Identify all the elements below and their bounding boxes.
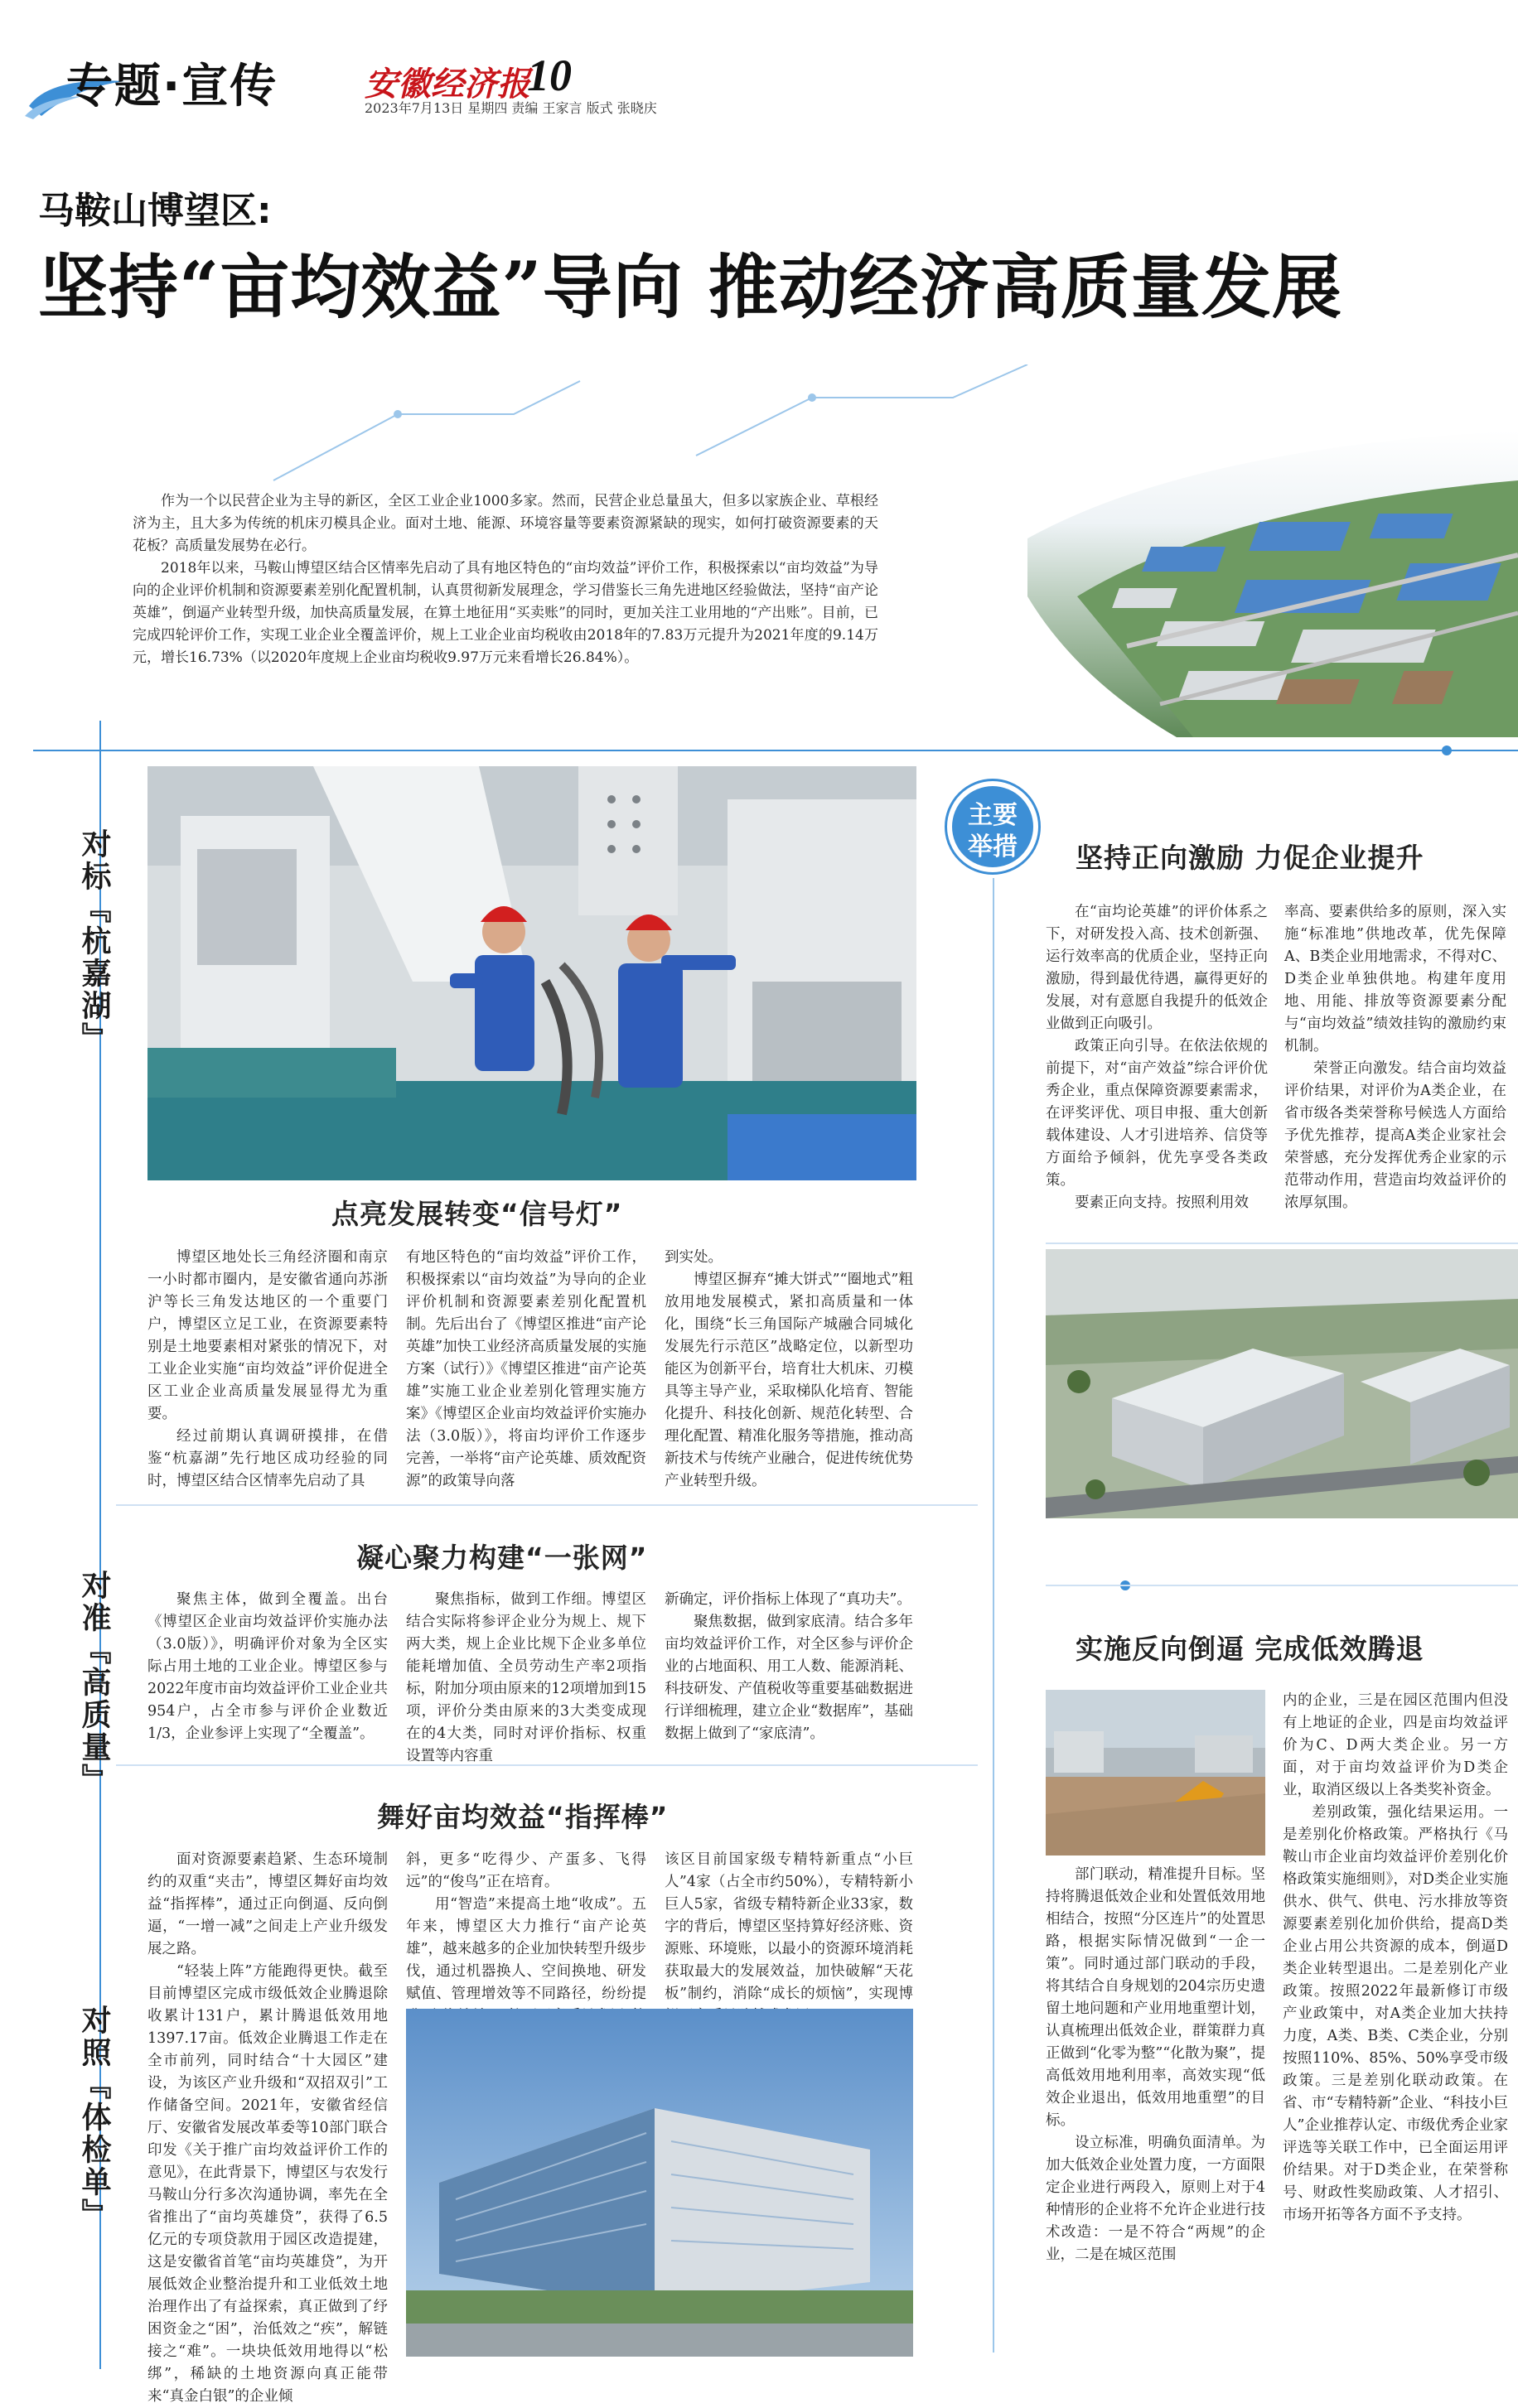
side-label-hangjiahu: 对标『杭嘉湖』 [77, 828, 111, 1054]
r2-lower-column [1046, 1864, 1265, 2266]
badge-line-1: 主要 [968, 801, 1018, 830]
s1-column-2 [406, 1247, 646, 1493]
right-separator-2 [1046, 1585, 1518, 1586]
r1-c1-p2: 政策正向引导。在依法依规的前提下，对“亩产效益”综合评价优秀企业，重点保障资源要素需求，在评奖评优、项目申报、重大创新载体建设、人才引进培养、信贷等方面给予倾斜，优先享受各类政策。 [1046, 1038, 1268, 1189]
r2-t1-p1: 内的企业，三是在园区范围内但没有上地证的企业，四是亩均效益评价为C、D两大类企业。另一方面，对于亩均效益评价为D类企业，取消区级以上各类奖补资金。 [1283, 1692, 1508, 1798]
s3-c1-p1: 面对资源要素趋紧、生态环境制约的双重“夹击”，博望区舞好亩均效益“指挥棒”，通过正向倒逼、反向倒逼，“一增一减”之间走上产业升级发展之路。 [147, 1851, 388, 1957]
r2-top-column [1283, 1690, 1508, 2227]
s3-c2-p2: 用“智造”来提高土地“收成”。五年来，博望区大力推行“亩产论英雄”，越来越多的企业加快转型升级步伐，通过机器换人、空间换地、研发赋值、管理增效等不同路径，纷纷提 [406, 1896, 646, 2002]
s2-column-1 [147, 1589, 388, 1745]
paper-name: 安徽经济报 [365, 65, 530, 104]
section-separator-1 [116, 1504, 978, 1506]
r2-t2-p1: 部门联动，精准提升目标。坚持将腾退低效企业和处置低效用地相结合，按照“分区连片”的处置思路，根据实际情况做到“一企一策”。同时通过部门联动的手段，将其结合自身规划的204宗历史遗留土地问题和产业用地重塑计划，认真梳理出低效企业，群策群力真正做到“化零为整”“化散为聚”，提高低效用地利用率，高效实现“低效企业退出，低效用地重塑”的目标。 [1046, 1866, 1265, 2129]
s2-column-3 [665, 1589, 913, 1745]
s2-column-2 [406, 1589, 646, 1768]
s2-c3-p2: 聚焦数据，做到家底清。结合多年亩均效益评价工作，对全区参与评价企业的占地面积、用工人数、能源消耗、科技研发、产值税收等重要基础数据进行详细梳理，建立企业“数据库”，基础数据上做到了“家底清”。 [665, 1614, 913, 1742]
s3-column-1 [147, 1849, 388, 2408]
dateline: 2023年7月13日 星期四 责编 王家言 版式 张晓庆 [365, 100, 657, 116]
r1-column-1 [1046, 901, 1268, 1214]
right-separator-1 [1046, 1243, 1518, 1244]
intro-text [133, 490, 878, 669]
r1-column-2 [1284, 901, 1506, 1214]
r1-c1-p3: 要素正向支持。按照利用效 [1075, 1194, 1249, 1211]
main-measures-badge [945, 779, 1041, 875]
header-bar [0, 33, 657, 124]
r1-c1-p1: 在“亩均论英雄”的评价体系之下，对研发投入高、技术创新强、运行效率高的优质企业，坚持正向激励，得到最优待遇，赢得更好的发展，对有意愿自我提升的低效企业做到正向吸引。 [1046, 904, 1268, 1032]
s2-c3-p1: 新确定，评价指标上体现了“真功夫”。 [665, 1591, 911, 1608]
construction-site-photo [1046, 1690, 1265, 1855]
page-number: 10 [527, 51, 572, 100]
s1-c2-p1: 有地区特色的“亩均效益”评价工作，积极探索以“亩均效益”为导向的企业评价机制和资源要素差别化配置机制。先后出台了《博望区推进“亩产论英雄”加快工业经济高质量发展的实施方案（试行）》《博望区推进“亩产论英雄”实施工业企业差别化管理实施方案》《博望区企业亩均效益评价实施办法（3.0版）》，将亩均评价工作逐步完善，一举将“亩产论英雄、质效配资源”的政策导向落 [406, 1249, 646, 1489]
r1-c2-p2: 荣誉正向激发。结合亩均效益评价结果，对评价为A类企业，在省市级各类荣誉称号候选人方面给予优先推荐，提高A类企业家社会荣誉感，充分发挥优秀企业家的示范带动作用，营造亩均效益评价的浓厚氛围。 [1284, 1060, 1506, 1211]
s2-c2-p1: 聚焦指标，做到工作细。博望区结合实际将参评企业分为规上、规下两大类，规上企业比规下企业多单位能耗增加值、全员劳动生产率2项指标，附加分项由原来的12项增加到15项，评价分类由原来的3大类变成现在的4大类，同时对评价指标、权重设置等内容重 [406, 1591, 646, 1764]
section-heading-baton: 舞好亩均效益“指挥棒” [377, 1801, 669, 1833]
r2-t1-p2: 差别政策，强化结果运用。一是差别化价格政策。严格执行《马鞍山市企业亩均效益评价差别化价格政策实施细则》，对D类企业实施供水、供气、供电、污水排放等资源要素差别化加价供给，提高D类企业占用公共资源的成本，倒逼D类企业转型退出。二是差别化产业政策。按照2022年最新修订市级产业政策中，对A类企业加大扶持力度，A类、B类、C类企业，分别按照110%、85%、50%享受市级政策。三是差别化联动政策。在省、市“专精特新”企业、“科技小巨人”企业推荐认定、市级优秀企业家评选等关联工作中，已全面运用评价结果。对于D类企业，在荣誉称号、财政性奖励政策、人才招引、市场开拓等各方面不予支持。 [1283, 1804, 1508, 2223]
section-separator-2 [116, 1764, 978, 1766]
section-heading-one-network: 凝心聚力构建“一张网” [356, 1542, 648, 1574]
s3-column-3 [665, 1849, 913, 2028]
page-title: 坚持“亩均效益”导向 推动经济高质量发展 [38, 246, 1342, 328]
s3-c1-p2: “轻装上阵”方能跑得更快。截至目前博望区完成市级低效企业腾退除收累计131户，累计腾退低效用地1397.17亩。低效企业腾退工作走在全市前列，同时结合“十大园区”建设，为该区产业升级和“双招双引”工作储备空间。2021年，安徽省经信厅、安徽省发展改革委等10部门联合印发《关于推广亩均效益评价工作的意见》，在此背景下，博望区与农发行马鞍山分行多次沟通协调，率先在全省推出了“亩均英雄贷”，获得了6.5亿元的专项贷款用于园区改造提建，这是安徽省首笔“亩均英雄贷”，为开展低效企业整治提升和工业低效土地治理作出了有益探索，真正做到了纾困资金之“困”，治低效之“疾”，解链接之“难”。一块块低效用地得以“松绑”，稀缺的土地资源向真正能带来“真金白银”的企业倾 [147, 1963, 388, 2405]
glass-office-building-photo [406, 2009, 913, 2357]
intro-paragraph-1: 作为一个以民营企业为主导的新区，全区工业企业1000多家。然而，民营企业总量虽大，但多以家族企业、草根经济为主，且大多为传统的机床刃模具企业。面对土地、能源、环境容量等要素资源紧缺的现实，如何打破资源要素的天花板？高质量发展势在必行。 [133, 493, 878, 554]
s2-c1-p1: 聚焦主体，做到全覆盖。出台《博望区企业亩均效益评价实施办法（3.0版）》，明确评价对象为全区实际占用土地的工业企业。博望区参与2022年度市亩均效益评价工业企业共954户，占全市参与评价企业数近1/3，企业参评上实现了“全覆盖”。 [147, 1591, 388, 1742]
factory-workers-photo [147, 766, 916, 1180]
r2-t2-p2: 设立标准，明确负面清单。为加大低效企业处置力度，一方面限定企业进行两段入，原则上对于4种情形的企业将不允许企业进行技术改造：一是不符合“两规”的企业，二是在城区范围 [1046, 2135, 1265, 2263]
aerial-industrial-park-photo [1027, 431, 1518, 737]
modern-factory-aerial-photo [1046, 1249, 1518, 1518]
section-heading-positive-incentive: 坚持正向激励 力促企业提升 [1076, 842, 1424, 874]
separator-dot [1442, 746, 1452, 755]
section-label: 专题·宣传 [66, 60, 278, 113]
section-heading-reverse-force: 实施反向倒逼 完成低效腾退 [1076, 1633, 1424, 1665]
intro-separator [33, 750, 1518, 751]
title-kicker: 马鞍山博望区: [38, 190, 272, 232]
s1-column-3 [665, 1247, 913, 1493]
s1-c1-p1: 博望区地处长三角经济圈和南京一小时都市圈内，是安徽省通向苏浙沪等长三角发达地区的一个重要门户，博望区立足工业，在资源要素特别是土地要素相对紧张的情况下，对工业企业实施“亩均效益”评价促进全区工业企业高质量发展显得尤为重要。 [147, 1249, 388, 1422]
intro-paragraph-2: 2018年以来，马鞍山博望区结合区情率先启动了具有地区特色的“亩均效益”评价工作，积极探索以“亩均效益”为导向的企业评价机制和资源要素差别化配置机制，认真贯彻新发展理念，学习借鉴长三角先进地区经验做法，坚持“亩产论英雄”，倒逼产业转型升级，加快高质量发展，在算土地征用“买卖账”的同时，更加关注工业用地的“产出账”。目前，已完成四轮评价工作，实现工业企业全覆盖评价，规上工业企业亩均税收由2018年的7.83万元提升为2021年度的9.14万元，增长16.73%（以2020年度规上企业亩均税收9.97万元来看增长26.84%）。 [133, 560, 878, 666]
section-heading-signal-light: 点亮发展转变“信号灯” [331, 1198, 623, 1230]
center-timeline-rule [993, 878, 994, 2353]
badge-line-2: 举措 [968, 832, 1018, 861]
side-label-gaozhiliang: 对准『高质量』 [77, 1570, 111, 1796]
s3-c3-p1: 该区目前国家级专精特新重点“小巨人”4家（占全市约50%），专精特新小巨人5家，省级专精特新企业33家，数字的背后，博望区坚持算好经济账、资源账、环境账，以最小的资源环境消耗获取最大的发展效益，加快破解“天花板”制约，消除“成长的烦恼”，实现博 [665, 1851, 913, 2002]
r1-c2-p1: 率高、要素供给多的原则，深入实施“标准地”供地改革，优先保障A、B类企业用地需求，不得对C、D类企业单独供地。构建年度用地、用能、排放等资源要素分配与“亩均效益”绩效挂钩的激励约束机制。 [1284, 904, 1506, 1054]
s3-c2-p1: 斜，更多“吃得少、产蛋多、飞得远”的“俊鸟”正在培育。 [406, 1851, 646, 1890]
side-label-tijiandan: 对照『体检单』 [77, 2005, 111, 2231]
s1-c3-p1: 到实处。 [665, 1249, 723, 1266]
s1-column-1 [147, 1247, 388, 1493]
s1-c3-p2: 博望区摒弃“摊大饼式”“圈地式”粗放用地发展模式，紧扣高质量和一体化，围绕“长三角国际产城融合同城化发展先行示范区”战略定位，以新型功能区为创新平台，培育壮大机床、刃模具等主导产业，采取梯队化培育、智能化提升、科技化创新、规范化转型、合理化配置、精准化服务等措施，推动高新技术与传统产业融合，促进传统优势产业转型升级。 [665, 1272, 913, 1489]
s1-c1-p2: 经过前期认真调研摸排，在借鉴“杭嘉湖”先行地区成功经验的同时，博望区结合区情率先启动了具 [147, 1428, 388, 1489]
